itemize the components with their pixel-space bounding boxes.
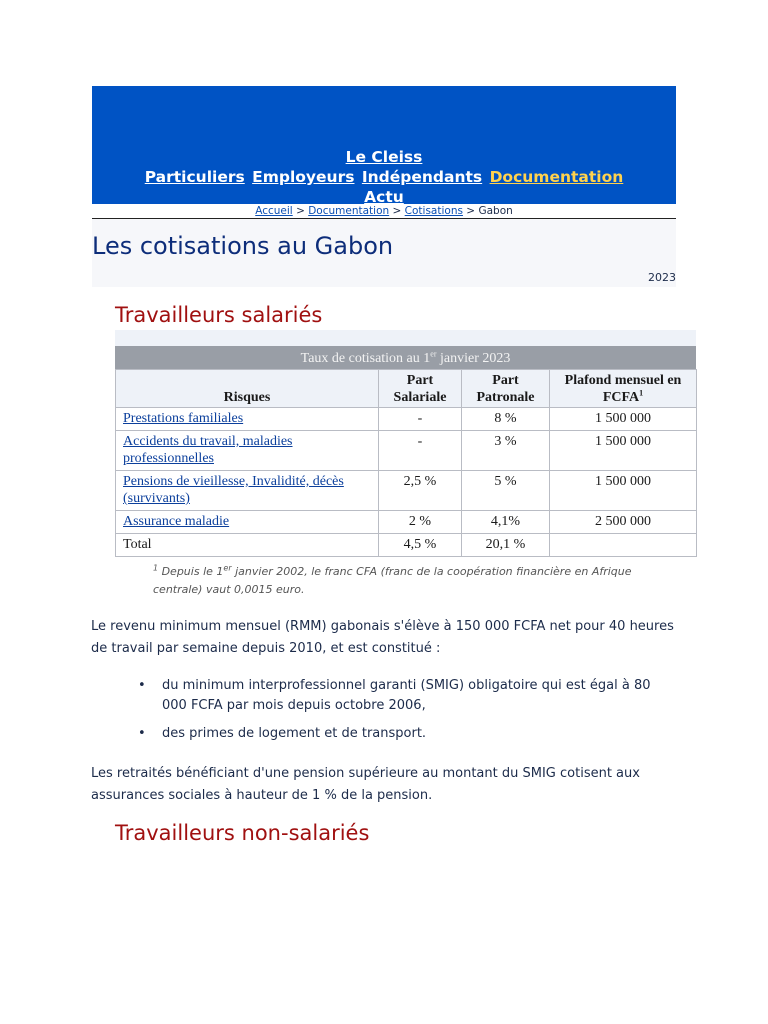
table-row [116, 471, 697, 511]
footnote-sup: er [223, 563, 232, 573]
breadcrumb-link-documentation[interactable]: Documentation [308, 205, 390, 217]
breadcrumb-link-accueil[interactable]: Accueil [255, 205, 293, 217]
list-item [134, 676, 654, 716]
breadcrumb-separator: > [392, 205, 402, 217]
bullet-icon: • [138, 678, 146, 693]
risk-link-pensions-vieillesse[interactable]: Pensions de vieillesse, Invalidité, décès (survivants) [123, 474, 344, 506]
cell-part-patronale: 8 % [462, 408, 550, 431]
page-year: 2023 [648, 271, 676, 284]
cell-plafond: 1 500 000 [550, 471, 697, 511]
footnote-mark: 1 [153, 563, 159, 573]
table-footnote [153, 563, 673, 599]
header-plafond-text: Plafond mensuel en FCFA [564, 373, 682, 405]
cell-risque [116, 471, 379, 511]
page-title: Les cotisations au Gabon [92, 232, 394, 260]
main-navigation [92, 86, 676, 204]
table-header-row [116, 370, 697, 408]
header-plafond-sup: 1 [639, 388, 644, 398]
cell-part-salariale: 2,5 % [379, 471, 462, 511]
cell-risque [116, 511, 379, 534]
nav-link-particuliers[interactable]: Particuliers [144, 168, 245, 186]
rmm-components-list [134, 676, 654, 752]
list-item-text: des primes de logement et de transport. [162, 726, 427, 741]
risk-link-assurance-maladie[interactable]: Assurance maladie [123, 514, 230, 529]
header-plafond [550, 370, 697, 408]
nav-link-actu[interactable]: Actu [364, 188, 404, 206]
breadcrumb [92, 204, 676, 219]
table-caption [115, 346, 696, 369]
bullet-icon: • [138, 726, 146, 741]
contribution-table-container [115, 330, 696, 557]
cell-part-patronale: 4,1% [462, 511, 550, 534]
table-total-row [116, 534, 697, 557]
breadcrumb-separator: > [296, 205, 305, 217]
table-caption-rest: janvier 2023 [436, 351, 511, 366]
cell-total-plafond [550, 534, 697, 557]
cell-total-label: Total [116, 534, 379, 557]
footnote-text-2: janvier 2002, le franc CFA (franc de la coopération financière en Afrique centrale) vaut 0,0015 euro. [153, 565, 632, 596]
breadcrumb-separator: > [466, 205, 476, 217]
breadcrumb-link-cotisations[interactable]: Cotisations [404, 205, 463, 217]
header-part-patronale: Part Patronale [462, 370, 550, 408]
paragraph-rmm: Le revenu minimum mensuel (RMM) gabonais s'élève à 150 000 FCFA net pour 40 heures de travail par semaine depuis 2010, et est constitué : [91, 619, 674, 656]
cell-part-salariale: - [379, 431, 462, 471]
table-row [116, 511, 697, 534]
section-heading-non-salaries: Travailleurs non-salariés [115, 821, 370, 845]
breadcrumb-current: Gabon [478, 205, 513, 217]
nav-link-documentation[interactable]: Documentation [489, 168, 624, 186]
cell-plafond: 1 500 000 [550, 431, 697, 471]
paragraph-retraites: Les retraités bénéficiant d'une pension supérieure au montant du SMIG cotisent aux assurances sociales à hauteur de 1 % de la pension. [91, 766, 640, 803]
cell-part-salariale: - [379, 408, 462, 431]
contribution-table [115, 369, 697, 557]
table-caption-sup: er [430, 349, 437, 359]
table-caption-text: Taux de cotisation au 1 [300, 351, 431, 366]
table-row [116, 431, 697, 471]
cell-plafond: 1 500 000 [550, 408, 697, 431]
cell-part-salariale: 2 % [379, 511, 462, 534]
cell-part-patronale: 5 % [462, 471, 550, 511]
risk-link-accidents-du-travail[interactable]: Accidents du travail, maladies professionnelles [123, 434, 293, 466]
table-row [116, 408, 697, 431]
cell-risque [116, 408, 379, 431]
nav-link-le-cleiss[interactable]: Le Cleiss [345, 148, 423, 166]
cell-risque [116, 431, 379, 471]
header-part-salariale: Part Salariale [379, 370, 462, 408]
cell-total-patronale: 20,1 % [462, 534, 550, 557]
section-heading-salaries: Travailleurs salariés [115, 303, 323, 327]
list-item-text: du minimum interprofessionnel garanti (SMIG) obligatoire qui est égal à 80 000 FCFA par mois depuis octobre 2006, [162, 678, 651, 713]
header-risques: Risques [116, 370, 379, 408]
nav-link-independants[interactable]: Indépendants [361, 168, 483, 186]
cell-plafond: 2 500 000 [550, 511, 697, 534]
cell-part-patronale: 3 % [462, 431, 550, 471]
risk-link-prestations-familiales[interactable]: Prestations familiales [123, 411, 244, 426]
nav-link-employeurs[interactable]: Employeurs [252, 168, 355, 186]
list-item [134, 724, 654, 744]
cell-total-salariale: 4,5 % [379, 534, 462, 557]
footnote-text-1: Depuis le 1 [158, 565, 224, 578]
